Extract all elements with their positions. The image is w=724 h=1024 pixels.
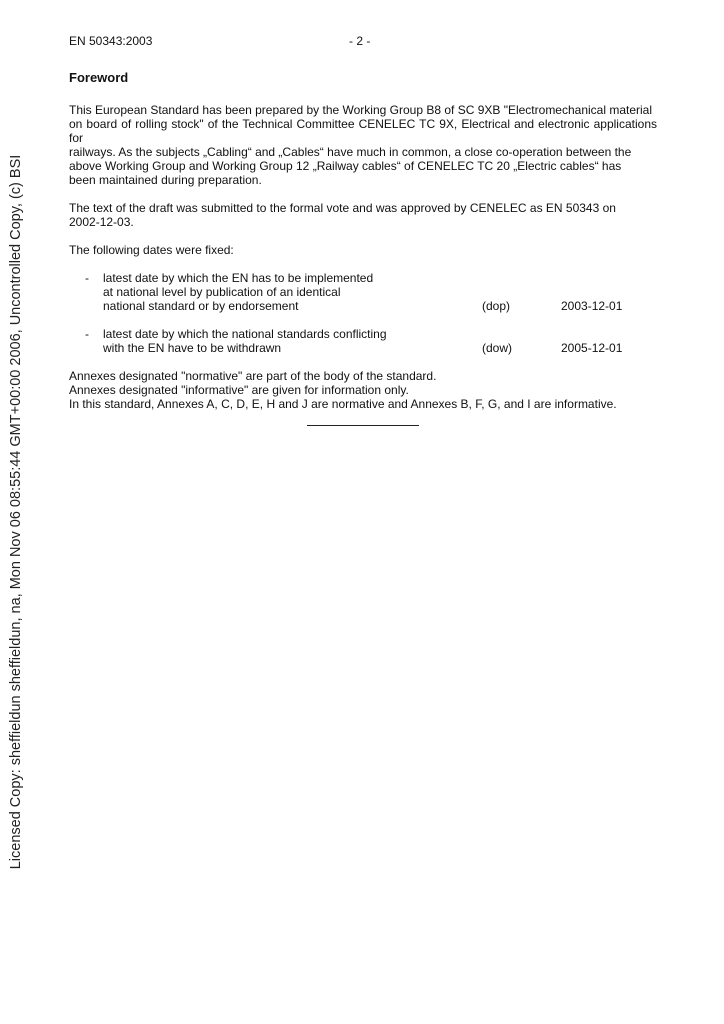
document-id: EN 50343:2003 <box>69 34 153 48</box>
date-code: (dop) <box>482 299 511 313</box>
list-dash: - <box>85 271 89 285</box>
paragraph-line: railways. As the subjects „Cabling“ and „Cables“ have much in common, a close co-operation between the <box>69 145 632 159</box>
description-line: latest date by which the EN has to be implemented <box>103 271 374 285</box>
page-header <box>69 34 657 52</box>
paragraph-line: been maintained during preparation. <box>69 173 262 187</box>
list-dash: - <box>85 327 89 341</box>
section-heading: Foreword <box>69 70 129 85</box>
date-item-dop <box>69 271 657 313</box>
description-line: at national level by publication of an identical <box>103 285 341 299</box>
end-divider <box>307 425 419 426</box>
description-line: national standard or by endorsement <box>103 299 299 313</box>
paragraph-line: 2002-12-03. <box>69 215 134 229</box>
annex-line: Annexes designated "normative" are part of the body of the standard. <box>69 369 437 383</box>
date-description <box>103 327 443 355</box>
paragraph-line: on board of rolling stock" of the Technical Committee CENELEC TC 9X, Electrical and electronic applications for <box>69 117 657 145</box>
paragraph-approval <box>69 201 657 229</box>
page-number: - 2 - <box>349 34 371 48</box>
date-item-dow <box>69 327 657 355</box>
annexes-note <box>69 369 657 411</box>
dates-list <box>69 271 657 355</box>
date-value: 2005-12-01 <box>561 341 623 355</box>
paragraph-line: This European Standard has been prepared by the Working Group B8 of SC 9XB "Electromechanical material <box>69 103 653 117</box>
paragraph-line: The text of the draft was submitted to the formal vote and was approved by CENELEC as EN 50343 on <box>69 201 616 215</box>
paragraph-preparation <box>69 103 657 187</box>
paragraph-dates-intro: The following dates were fixed: <box>69 243 234 257</box>
description-line: with the EN have to be withdrawn <box>103 341 282 355</box>
description-line: latest date by which the national standards conflicting <box>103 327 387 341</box>
annex-line: Annexes designated "informative" are given for information only. <box>69 383 409 397</box>
paragraph-line: above Working Group and Working Group 12 „Railway cables“ of CENELEC TC 20 „Electric cables“ has <box>69 159 622 173</box>
document-page <box>69 34 657 426</box>
date-value: 2003-12-01 <box>561 299 623 313</box>
annex-line: In this standard, Annexes A, C, D, E, H and J are normative and Annexes B, F, G, and I are informative. <box>69 397 617 411</box>
license-notice: Licensed Copy: sheffieldun sheffieldun, na, Mon Nov 06 08:55:44 GMT+00:00 2006, Uncontrolled Copy, (c) BSI <box>8 154 24 870</box>
date-code: (dow) <box>482 341 513 355</box>
date-description <box>103 271 443 313</box>
